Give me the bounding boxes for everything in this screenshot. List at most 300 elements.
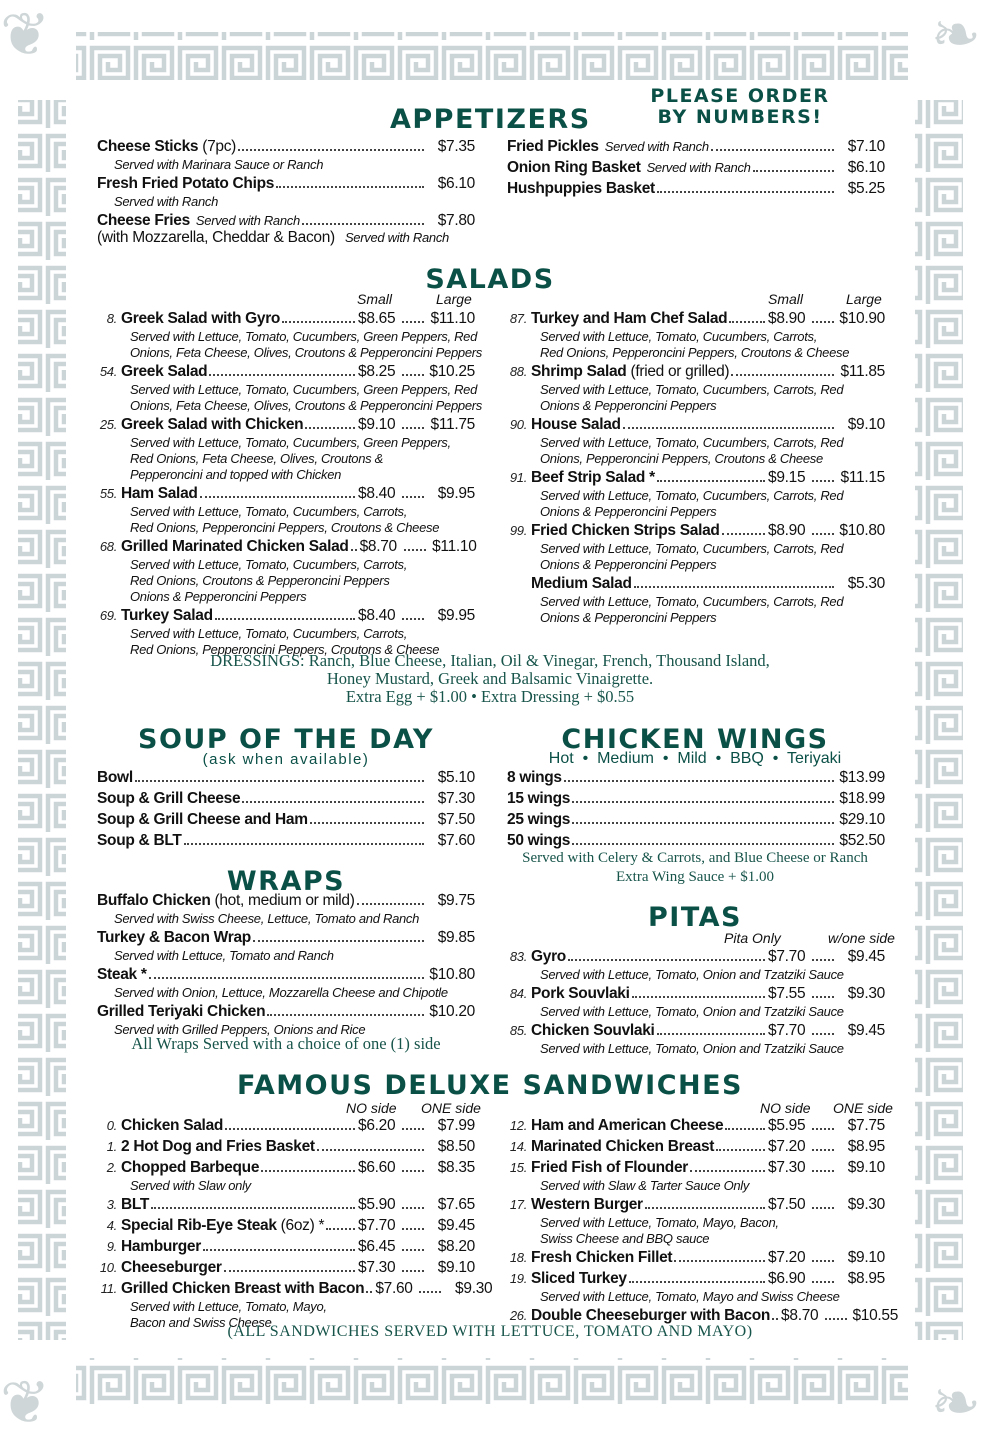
dot-leader <box>402 321 424 323</box>
item-name: Chicken Salad <box>121 1117 224 1134</box>
dot-leader <box>812 1260 834 1262</box>
item-description: Served with Onion, Lettuce, Mozzarella Cheese and Chipotle <box>114 985 448 1000</box>
menu-item <box>507 811 885 830</box>
dot-leader <box>402 427 424 429</box>
menu-item-row <box>507 790 885 809</box>
item-description: Served with Slaw only <box>130 1178 251 1193</box>
item-number: 91. <box>509 470 527 485</box>
price-primary: $5.90 <box>358 1196 396 1213</box>
item-description: Served with Lettuce, Tomato, Cucumbers, Carrots, Red <box>540 435 844 450</box>
dressings-note <box>90 652 890 706</box>
dot-leader <box>812 321 834 323</box>
dressings-line: Honey Mustard, Greek and Balsamic Vinaigrette. <box>326 669 654 688</box>
item-description: Red Onions, Pepperoncini Peppers, Croutons & Cheese <box>130 642 440 657</box>
dot-leader <box>225 1128 355 1130</box>
price: $7.80 <box>437 212 475 229</box>
menu-item <box>97 1138 475 1157</box>
wraps-list <box>97 892 475 1040</box>
item-number: 2. <box>106 1160 117 1175</box>
pitas-only-header: Pita Only <box>724 930 781 946</box>
menu-item <box>507 1196 885 1247</box>
item-description: Swiss Cheese and BBQ sauce <box>540 1231 710 1246</box>
dot-leader <box>572 843 834 845</box>
menu-item <box>507 948 885 983</box>
item-name: Grilled Chicken Breast with Bacon <box>121 1280 365 1297</box>
item-description: Served with Lettuce, Tomato and Ranch <box>114 948 334 963</box>
item-number: 54. <box>99 364 117 379</box>
appetizers-title: APPETIZERS <box>390 104 591 135</box>
item-note: Served with Ranch <box>604 139 709 154</box>
item-description: Red Onions, Croutons & Pepperoncini Peppers <box>130 573 390 588</box>
item-name: Shrimp Salad <box>531 363 627 380</box>
dot-leader <box>267 1014 424 1016</box>
wings-note: Extra Wing Sauce + $1.00 <box>616 869 774 885</box>
dot-leader <box>326 1228 355 1230</box>
item-description: Served with Lettuce, Tomato, Onion and Tzatziki Sauce <box>540 967 844 982</box>
price: $10.25 <box>429 363 475 380</box>
item-name: 50 wings <box>507 832 571 849</box>
item-number: 12. <box>509 1118 527 1133</box>
menu-item-row <box>507 985 885 1004</box>
item-description: Onions & Pepperoncini Peppers <box>540 398 717 413</box>
item-name: Cheeseburger <box>121 1259 222 1276</box>
menu-item <box>507 790 885 809</box>
item-name: Fresh Chicken Fillet <box>531 1249 673 1266</box>
item-description: Served with Lettuce, Tomato, Cucumbers, Carrots, <box>540 329 818 344</box>
item-number: 8. <box>106 311 117 326</box>
item-name: Grilled Marinated Chicken Salad <box>121 538 349 555</box>
item-name: Beef Strip Salad * <box>531 469 655 486</box>
menu-item <box>97 363 482 414</box>
price: $10.55 <box>852 1307 899 1324</box>
item-extra: (7pc) <box>202 138 237 155</box>
sandwiches-footer-note: (ALL SANDWICHES SERVED WITH LETTUCE, TOMATO AND MAYO) <box>227 1323 753 1340</box>
menu-item-row <box>97 1196 475 1215</box>
menu-item-row <box>97 485 475 504</box>
dot-leader <box>215 618 355 620</box>
menu-item-row <box>97 138 475 157</box>
menu-item <box>97 538 475 605</box>
price: $8.20 <box>437 1238 475 1255</box>
dot-leader <box>317 1149 424 1151</box>
menu-item <box>507 985 885 1020</box>
menu-item <box>97 1238 475 1257</box>
menu-item <box>507 1022 885 1057</box>
item-name: Double Cheeseburger with Bacon <box>531 1307 771 1324</box>
dot-leader <box>402 496 424 498</box>
menu-item <box>97 811 475 830</box>
price-primary: $7.70 <box>768 948 806 965</box>
price: $9.95 <box>437 607 475 624</box>
price: $10.80 <box>839 522 885 539</box>
item-description: Bacon and Swiss Cheese <box>130 1315 272 1330</box>
pitas-title: PITAS <box>648 902 742 933</box>
price: $29.10 <box>839 811 885 828</box>
dot-leader <box>812 1207 834 1209</box>
item-name: 25 wings <box>507 811 571 828</box>
dot-leader <box>825 1318 847 1320</box>
menu-item-row <box>97 175 475 194</box>
item-extra: (fried or grilled) <box>630 363 730 380</box>
banner-line: PLEASE ORDER <box>650 85 830 107</box>
item-name: Ham and American Cheese <box>531 1117 724 1134</box>
menu-item-row <box>507 416 885 435</box>
sandwiches-title: FAMOUS DELUXE SANDWICHES <box>237 1070 743 1101</box>
menu-item-row <box>507 1249 885 1268</box>
item-extra: (hot, medium or mild) <box>214 892 355 909</box>
menu-item-row <box>97 1217 475 1236</box>
dot-leader <box>634 586 834 588</box>
item-name: 15 wings <box>507 790 571 807</box>
dot-leader <box>200 496 355 498</box>
dot-leader <box>753 170 834 172</box>
price: $10.90 <box>839 310 885 327</box>
dot-leader <box>242 801 424 803</box>
dot-leader <box>402 1128 424 1130</box>
wings-list <box>507 769 885 853</box>
item-name: Ham Salad <box>121 485 198 502</box>
dot-leader <box>812 1033 834 1035</box>
price: $52.50 <box>839 832 885 849</box>
item-description: Onions, Feta Cheese, Olives, Croutons & Pepperoncini Peppers <box>130 345 482 360</box>
menu-item-row <box>97 892 475 911</box>
dot-leader <box>203 1249 355 1251</box>
salads-small-header: Small <box>357 291 393 307</box>
menu-item-row <box>97 607 475 626</box>
menu-item <box>507 1138 885 1157</box>
price: $7.75 <box>847 1117 885 1134</box>
item-name: Soup & Grill Cheese <box>97 790 241 807</box>
item-description: Served with Lettuce, Tomato, Cucumbers, Carrots, <box>130 504 408 519</box>
sandwiches-oneside-header: ONE side <box>833 1100 893 1116</box>
price: $9.10 <box>847 1159 885 1176</box>
menu-item-row <box>507 948 885 967</box>
dot-leader <box>690 1170 765 1172</box>
item-name: Marinated Chicken Breast <box>531 1138 715 1155</box>
cheese-fries-extra: (with Mozzarella, Cheddar & Bacon) <box>97 229 335 246</box>
item-number: 3. <box>106 1197 117 1212</box>
item-description: Served with Lettuce, Tomato, Mayo, Bacon, <box>540 1215 779 1230</box>
item-description: Served with Lettuce, Tomato, Cucumbers, Carrots, <box>130 626 408 641</box>
price-primary: $8.70 <box>781 1307 819 1324</box>
price: $9.85 <box>437 929 475 946</box>
price: $5.25 <box>847 180 885 197</box>
sandwiches-noside-header: NO side <box>346 1100 397 1116</box>
sandwiches-right-list <box>507 1117 899 1328</box>
price: $9.45 <box>437 1217 475 1234</box>
dot-leader <box>657 191 834 193</box>
item-name: Fried Chicken Strips Salad <box>531 522 720 539</box>
menu-item-row <box>507 1196 885 1215</box>
price: $11.10 <box>430 310 475 327</box>
pitas-side-header: w/one side <box>828 930 895 946</box>
menu-item-row <box>507 159 885 178</box>
menu-item <box>97 175 475 210</box>
menu-item <box>507 1270 885 1305</box>
menu-item-row <box>97 416 475 435</box>
dot-leader <box>572 822 834 824</box>
menu-item-row <box>507 310 885 329</box>
price: $7.50 <box>437 811 475 828</box>
item-note: Served with Ranch <box>646 160 751 175</box>
menu-item-row <box>507 811 885 830</box>
price: $13.99 <box>839 769 885 786</box>
item-description: Served with Lettuce, Tomato, Mayo, <box>130 1299 327 1314</box>
item-number: 15. <box>509 1160 527 1175</box>
item-number: 68. <box>99 539 117 554</box>
dot-leader <box>402 618 424 620</box>
dot-leader <box>812 1149 834 1151</box>
price: $6.10 <box>847 159 885 176</box>
salads-left-list <box>97 310 482 660</box>
menu-item-row <box>97 1003 475 1022</box>
item-description: Served with Swiss Cheese, Lettuce, Tomato and Ranch <box>114 911 420 926</box>
dot-leader <box>402 1270 424 1272</box>
menu-item-row <box>507 469 885 488</box>
item-name: BLT <box>121 1196 150 1213</box>
dot-leader <box>725 1128 765 1130</box>
price: $5.10 <box>437 769 475 786</box>
soup-title: SOUP OF THE DAY <box>138 724 434 755</box>
dot-leader <box>305 427 355 429</box>
item-number: 4. <box>106 1218 117 1233</box>
price-primary: $8.40 <box>358 607 396 624</box>
item-name: Grilled Teriyaki Chicken <box>97 1003 266 1020</box>
dot-leader <box>419 1291 441 1293</box>
menu-item <box>507 310 885 361</box>
item-description: Onions, Feta Cheese, Olives, Croutons & Pepperoncini Peppers <box>130 398 482 413</box>
price-primary: $7.70 <box>768 1022 806 1039</box>
menu-item <box>97 966 475 1001</box>
sandwiches-left-list <box>97 1117 493 1333</box>
menu-item <box>507 769 885 788</box>
price-primary: $7.20 <box>768 1249 806 1266</box>
price: $9.45 <box>847 948 885 965</box>
item-description: Served with Lettuce, Tomato, Cucumbers, Carrots, Red <box>540 382 844 397</box>
menu-item-row <box>97 1259 475 1278</box>
item-name: Chicken Souvlaki <box>531 1022 655 1039</box>
dot-leader <box>209 374 355 376</box>
sandwiches-noside-header: NO side <box>760 1100 811 1116</box>
menu-item <box>97 1259 475 1278</box>
item-description: Onions & Pepperoncini Peppers <box>130 589 307 604</box>
dot-leader <box>149 977 424 979</box>
price-primary: $6.20 <box>358 1117 396 1134</box>
dot-leader <box>366 1291 372 1293</box>
item-description: Served with Lettuce, Tomato, Cucumbers, Green Peppers, <box>130 435 451 450</box>
menu-item <box>97 929 475 964</box>
dot-leader <box>402 1228 424 1230</box>
menu-item <box>507 522 885 573</box>
dot-leader <box>629 1281 765 1283</box>
item-name: Hushpuppies Basket <box>507 180 655 197</box>
menu-item-row <box>507 138 885 157</box>
item-description: Served with Lettuce, Tomato, Onion and Tzatziki Sauce <box>540 1004 844 1019</box>
price: $5.30 <box>847 575 885 592</box>
price: $7.60 <box>437 832 475 849</box>
item-description: Served with Grilled Peppers, Onions and Rice <box>114 1022 366 1037</box>
item-name: Buffalo Chicken <box>97 892 211 909</box>
salads-right-list <box>507 310 885 628</box>
price: $6.10 <box>437 175 475 192</box>
cheese-fries-note: Served with Ranch <box>344 230 449 245</box>
item-description: Pepperoncini and topped with Chicken <box>130 467 342 482</box>
menu-item <box>97 416 475 483</box>
item-name: Sliced Turkey <box>531 1270 627 1287</box>
olive-leaf-decoration-icon: ❦ <box>0 1369 51 1436</box>
item-description: Served with Lettuce, Tomato, Cucumbers, Green Peppers, Red <box>130 382 478 397</box>
dot-leader <box>731 374 834 376</box>
price-primary: $7.60 <box>375 1280 413 1297</box>
item-number: 84. <box>509 986 527 1001</box>
dot-leader <box>238 149 424 151</box>
dot-leader <box>716 1149 765 1151</box>
item-number: 17. <box>509 1197 527 1212</box>
item-number: 85. <box>509 1023 527 1038</box>
soup-list <box>97 769 475 853</box>
dot-leader <box>572 801 834 803</box>
menu-item-row <box>507 1117 885 1136</box>
price: $8.35 <box>437 1159 475 1176</box>
price-primary: $8.70 <box>359 538 397 555</box>
dot-leader <box>722 533 765 535</box>
price: $11.15 <box>840 469 885 486</box>
item-name: Onion Ring Basket <box>507 159 641 176</box>
dot-leader <box>657 480 765 482</box>
item-description: Red Onions, Feta Cheese, Olives, Croutons & <box>130 451 384 466</box>
menu-item <box>507 180 885 199</box>
menu-item-row <box>97 929 475 948</box>
price: $7.35 <box>437 138 475 155</box>
item-description: Served with Slaw & Tarter Sauce Only <box>540 1178 750 1193</box>
item-description: Served with Lettuce, Tomato, Cucumbers, Carrots, <box>130 557 408 572</box>
menu-item-row <box>97 538 475 557</box>
menu-item <box>507 138 885 157</box>
menu-item <box>97 485 475 536</box>
price: $10.80 <box>429 966 475 983</box>
price: $9.30 <box>847 1196 885 1213</box>
price-primary: $6.60 <box>358 1159 396 1176</box>
menu-item-row <box>507 1022 885 1041</box>
menu-item-row <box>97 310 475 329</box>
price-primary: $9.10 <box>358 416 396 433</box>
price: $9.75 <box>437 892 475 909</box>
menu-item <box>97 1159 475 1194</box>
price-primary: $8.25 <box>358 363 396 380</box>
item-name: Gyro <box>531 948 566 965</box>
appetizers-left-list <box>97 138 475 233</box>
menu-item-row <box>97 1117 475 1136</box>
price: $7.10 <box>847 138 885 155</box>
menu-item <box>97 892 475 927</box>
item-number: 14. <box>509 1139 527 1154</box>
menu-item <box>507 1249 885 1268</box>
menu-item <box>507 1117 885 1136</box>
menu-item <box>507 469 885 520</box>
dot-leader <box>261 1170 355 1172</box>
olive-leaf-decoration-icon: ❦ <box>0 1 51 68</box>
price: $11.10 <box>432 538 477 555</box>
price: $11.85 <box>840 363 885 380</box>
item-name: 2 Hot Dog and Fries Basket <box>121 1138 315 1155</box>
menu-item <box>507 363 885 414</box>
menu-item <box>97 310 482 361</box>
menu-item-row <box>97 769 475 788</box>
item-description: Onions, Pepperoncini Peppers, Croutons & Cheese <box>540 451 823 466</box>
menu-item-row <box>97 363 475 382</box>
price-primary: $6.90 <box>768 1270 806 1287</box>
item-name: Turkey Salad <box>121 607 213 624</box>
wraps-note: All Wraps Served with a choice of one (1) side <box>131 1034 441 1053</box>
price: $9.10 <box>847 416 885 433</box>
item-description: Onions & Pepperoncini Peppers <box>540 610 717 625</box>
dot-leader <box>812 996 834 998</box>
order-by-numbers-banner <box>640 86 840 128</box>
item-name: Chopped Barbeque <box>121 1159 260 1176</box>
salads-large-header: Large <box>846 291 882 307</box>
dot-leader <box>151 1207 355 1209</box>
item-description: Served with Lettuce, Tomato, Cucumbers, Carrots, Red <box>540 594 844 609</box>
price-primary: $6.45 <box>358 1238 396 1255</box>
item-number: 26. <box>509 1308 527 1323</box>
item-number: 88. <box>509 364 527 379</box>
item-name: 8 wings <box>507 769 562 786</box>
price: $9.10 <box>847 1249 885 1266</box>
menu-item <box>97 832 475 851</box>
dot-leader <box>645 1207 765 1209</box>
dot-leader <box>812 533 834 535</box>
menu-item-row <box>97 1159 475 1178</box>
price-primary: $9.15 <box>768 469 806 486</box>
menu-item-row <box>97 1238 475 1257</box>
price: $7.99 <box>437 1117 475 1134</box>
item-name: Greek Salad with Chicken <box>121 416 304 433</box>
pitas-list <box>507 948 885 1059</box>
sandwiches-oneside-header: ONE side <box>421 1100 481 1116</box>
menu-item <box>97 1117 475 1136</box>
wraps-title: WRAPS <box>226 866 346 897</box>
menu-item <box>507 159 885 178</box>
item-number: 1. <box>106 1139 117 1154</box>
wings-title: CHICKEN WINGS <box>561 724 829 755</box>
item-name: Soup & Grill Cheese and Ham <box>97 811 308 828</box>
item-description: Served with Lettuce, Tomato, Cucumbers, Green Peppers, Red <box>130 329 478 344</box>
item-number: 99. <box>509 523 527 538</box>
menu-item-row <box>97 790 475 809</box>
price-primary: $7.55 <box>768 985 806 1002</box>
menu-item-row <box>507 363 885 382</box>
item-extra: (6oz) * <box>280 1217 325 1234</box>
item-name: Fresh Fried Potato Chips <box>97 175 275 192</box>
dot-leader <box>623 427 834 429</box>
price: $18.99 <box>839 790 885 807</box>
item-name: Bowl <box>97 769 133 786</box>
item-name: Medium Salad <box>531 575 632 592</box>
menu-item <box>97 1217 475 1236</box>
dot-leader <box>564 780 834 782</box>
item-number: 25. <box>99 417 117 432</box>
item-number: 19. <box>509 1271 527 1286</box>
menu-item <box>97 790 475 809</box>
price: $9.30 <box>847 985 885 1002</box>
item-name: Turkey & Bacon Wrap <box>97 929 251 946</box>
dot-leader <box>402 1170 424 1172</box>
dot-leader <box>729 321 765 323</box>
menu-item-row <box>507 522 885 541</box>
dot-leader <box>402 1249 424 1251</box>
item-name: Greek Salad with Gyro <box>121 310 281 327</box>
menu-item-row <box>507 575 885 594</box>
